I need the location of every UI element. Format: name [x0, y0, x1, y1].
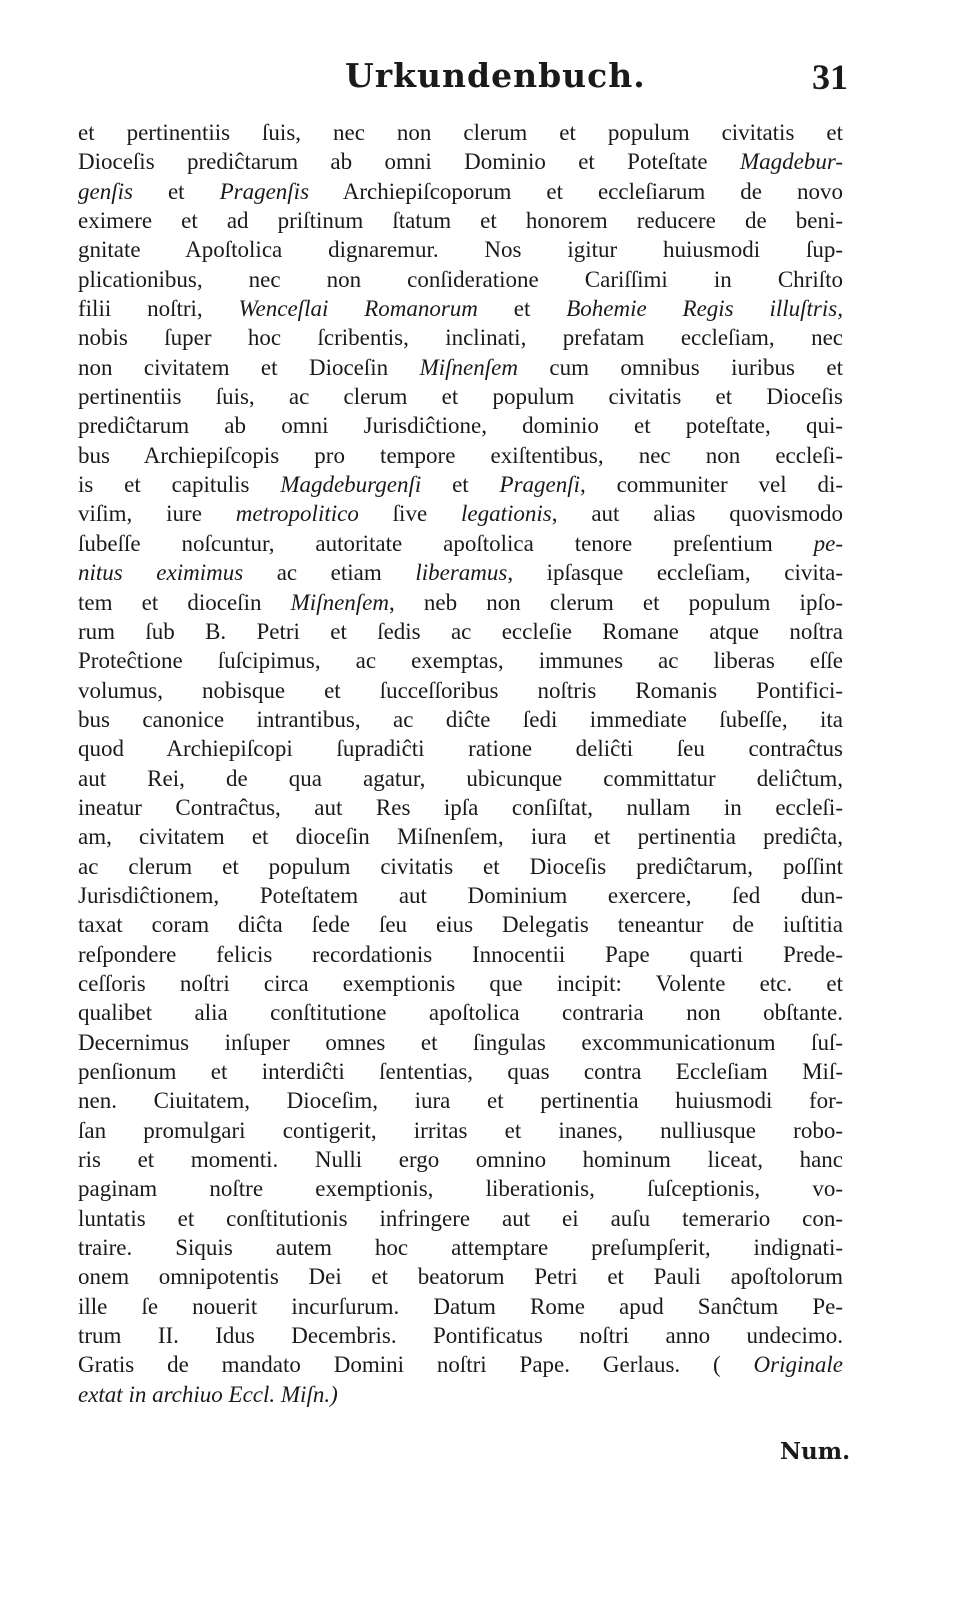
text-line: [78, 235, 843, 264]
text-line: [78, 441, 843, 470]
text-line: [78, 558, 843, 587]
text-segment: et: [132, 178, 220, 204]
text-segment: et pertinentiis ſuis, nec non clerum et populum civitatis et: [78, 120, 843, 145]
text-segment: , ipſasque eccleſiam, civita-: [507, 560, 843, 586]
text-segment: ceſſoris noſtri circa exemptionis que incipit: Volente etc. et: [78, 970, 843, 996]
text-line: [78, 764, 843, 793]
text-segment: Dioceſis prediĉtarum ab omni Dominio et Poteſtate: [78, 149, 740, 175]
text-line: [78, 1028, 843, 1057]
text-line: [78, 206, 843, 235]
text-segment: qualibet alia conſtitutione apoſtolica contraria non obſtante.: [78, 1000, 843, 1026]
text-segment: Jurisdiĉtionem, Poteſtatem aut Dominium exercere, ſed dun-: [78, 882, 843, 908]
text-segment: plicationibus, nec non conſideratione Cariſſimi in Chriſto: [78, 266, 843, 292]
text-line: [78, 470, 843, 499]
text-segment: volumus, nobisque et ſucceſſoribus noſtris Romanis Pontifici-: [78, 677, 843, 703]
text-segment: reſpondere felicis recordationis Innocentii Pape quarti Prede-: [78, 941, 843, 967]
text-segment: gnitate Apoſtolica dignaremur. Nos igitur huiusmodi ſup-: [78, 237, 843, 263]
text-segment: nobis ſuper hoc ſcribentis, inclinati, prefatam eccleſiam, nec: [78, 325, 843, 351]
text-line: [78, 382, 843, 411]
text-line: [78, 1086, 843, 1115]
text-line: [78, 998, 843, 1027]
text-line: [78, 1262, 843, 1291]
italic-segment: liberamus: [415, 560, 508, 586]
text-segment: , aut alias quovismodo: [551, 501, 843, 527]
text-segment: cum omnibus iuribus et: [517, 354, 843, 380]
text-segment: penſionum et interdiĉti ſententias, quas contra Eccleſiam Miſ-: [78, 1059, 843, 1084]
text-segment: Decernimus inſuper omnes et ſingulas excommunicationum ſuſ-: [78, 1029, 843, 1055]
text-segment: viſim, iure: [78, 501, 236, 527]
text-segment: rum ſub B. Petri et ſedis ac eccleſie Romane atque noſtra: [78, 618, 843, 644]
text-segment: ineatur Contraĉtus, aut Res ipſa conſiſtat, nullam in eccleſi-: [78, 794, 843, 820]
text-segment: is et capitulis: [78, 472, 281, 498]
text-segment: nen. Ciuitatem, Dioceſim, iura et pertinentia huiusmodi for-: [78, 1088, 843, 1114]
text-line: [78, 588, 843, 617]
text-line: [78, 118, 843, 147]
text-line: [78, 1116, 843, 1145]
text-segment: bus canonice intrantibus, ac diĉte ſedi immediate ſubeſſe, ita: [78, 706, 843, 732]
text-line: [78, 646, 843, 675]
text-line: [78, 529, 843, 558]
text-segment: paginam noſtre exemptionis, liberationis, ſuſceptionis, vo-: [78, 1176, 843, 1202]
text-line: [78, 1233, 843, 1262]
text-line: [78, 1057, 843, 1086]
text-segment: , neb non clerum et populum ipſo-: [388, 589, 843, 615]
text-segment: ſan promulgari contigerit, irritas et inanes, nulliusque robo-: [78, 1117, 843, 1143]
text-line: [78, 499, 843, 528]
text-line: [78, 852, 843, 881]
text-segment: taxat coram diĉta ſede ſeu eius Delegatis teneantur de iuſtitia: [78, 912, 843, 938]
text-line: [78, 147, 843, 176]
text-line: [78, 705, 843, 734]
text-line: [78, 1350, 843, 1379]
text-segment: traire. Siquis autem hoc attemptare preſumpſerit, indignati-: [78, 1235, 843, 1261]
italic-segment: Wenceſlai Romanorum: [238, 296, 478, 322]
text-line: [78, 881, 843, 910]
text-line: [78, 940, 843, 969]
text-segment: ſive: [358, 501, 461, 527]
text-segment: prediĉtarum ab omni Jurisdiĉtione, dominio et poteſtate, qui-: [78, 413, 843, 439]
text-line: [78, 323, 843, 352]
italic-segment: Miſnenſem: [419, 354, 518, 380]
text-line: [78, 177, 843, 206]
text-segment: luntatis et conſtitutionis infringere aut ei auſu temerario con-: [78, 1205, 843, 1231]
text-line: [78, 265, 843, 294]
italic-segment: Pragenſi,: [499, 472, 586, 498]
text-segment: filii noſtri,: [78, 296, 239, 322]
text-segment: Archiepiſcoporum et eccleſiarum de novo: [309, 178, 843, 204]
text-line: [78, 910, 843, 939]
italic-segment: nitus eximimus: [78, 560, 244, 586]
running-head: [0, 56, 960, 104]
text-line: [78, 1321, 843, 1350]
text-segment: quod Archiepiſcopi ſupradiĉti ratione deliĉti ſeu contraĉtus: [78, 736, 843, 762]
text-line: [78, 1380, 843, 1409]
catchword: Num.: [780, 1438, 851, 1465]
text-line: [78, 969, 843, 998]
text-segment: Proteĉtione ſuſcipimus, ac exemptas, immunes ac liberas eſſe: [78, 648, 843, 674]
italic-segment: genſis: [78, 178, 133, 204]
italic-segment: legationis: [461, 501, 552, 527]
text-segment: bus Archiepiſcopis pro tempore exiſtentibus, nec non eccleſi-: [78, 442, 843, 468]
text-segment: am, civitatem et dioceſin Miſnenſem, iura et pertinentia prediĉta,: [78, 824, 843, 850]
text-segment: communiter vel di-: [585, 472, 843, 498]
italic-segment: pe-: [813, 530, 843, 556]
italic-segment: extat in archiuo Eccl. Miſn.): [78, 1381, 338, 1407]
italic-segment: Bohemie Regis illuſtris,: [566, 296, 843, 322]
text-line: [78, 1145, 843, 1174]
text-segment: ac etiam: [243, 560, 416, 586]
text-segment: tem et dioceſin: [78, 589, 291, 615]
text-segment: onem omnipotentis Dei et beatorum Petri et Pauli apoſtolorum: [78, 1264, 843, 1290]
text-line: [78, 617, 843, 646]
text-line: [78, 793, 843, 822]
text-line: [78, 1174, 843, 1203]
running-title: Urkundenbuch.: [345, 56, 646, 95]
italic-segment: Magdeburgenſi: [280, 472, 422, 498]
text-line: [78, 822, 843, 851]
text-segment: et: [477, 296, 567, 322]
text-segment: eximere et ad priſtinum ſtatum et honorem reducere de beni-: [78, 208, 843, 234]
page-number: 31: [812, 57, 848, 97]
text-line: [78, 1204, 843, 1233]
charter-text: [78, 118, 843, 1409]
italic-segment: Magdebur-: [739, 149, 843, 175]
italic-segment: metropolitico: [235, 501, 359, 527]
text-segment: Gratis de mandato Domini noſtri Pape. Gerlaus. (: [78, 1352, 754, 1378]
text-line: [78, 1292, 843, 1321]
italic-segment: Originale: [753, 1352, 843, 1378]
text-line: [78, 411, 843, 440]
text-segment: ſubeſſe noſcuntur, autoritate apoſtolica tenore preſentium: [78, 530, 814, 556]
text-line: [78, 734, 843, 763]
text-segment: ris et momenti. Nulli ergo omnino hominum liceat, hanc: [78, 1147, 843, 1173]
text-segment: aut Rei, de qua agatur, ubicunque committatur deliĉtum,: [78, 765, 843, 791]
text-segment: non civitatem et Dioceſin: [78, 354, 420, 380]
text-line: [78, 353, 843, 382]
text-segment: trum II. Idus Decembris. Pontificatus noſtri anno undecimo.: [78, 1323, 843, 1349]
text-segment: et: [421, 472, 500, 498]
text-line: [78, 294, 843, 323]
italic-segment: Pragenſis: [219, 178, 310, 204]
text-segment: pertinentiis ſuis, ac clerum et populum civitatis et Dioceſis: [78, 384, 843, 410]
italic-segment: Miſnenſem: [290, 589, 389, 615]
text-segment: ac clerum et populum civitatis et Dioceſis prediĉtarum, poſſint: [78, 853, 843, 879]
text-segment: ille ſe nouerit incurſurum. Datum Rome apud Sanĉtum Pe-: [78, 1293, 843, 1319]
text-line: [78, 676, 843, 705]
